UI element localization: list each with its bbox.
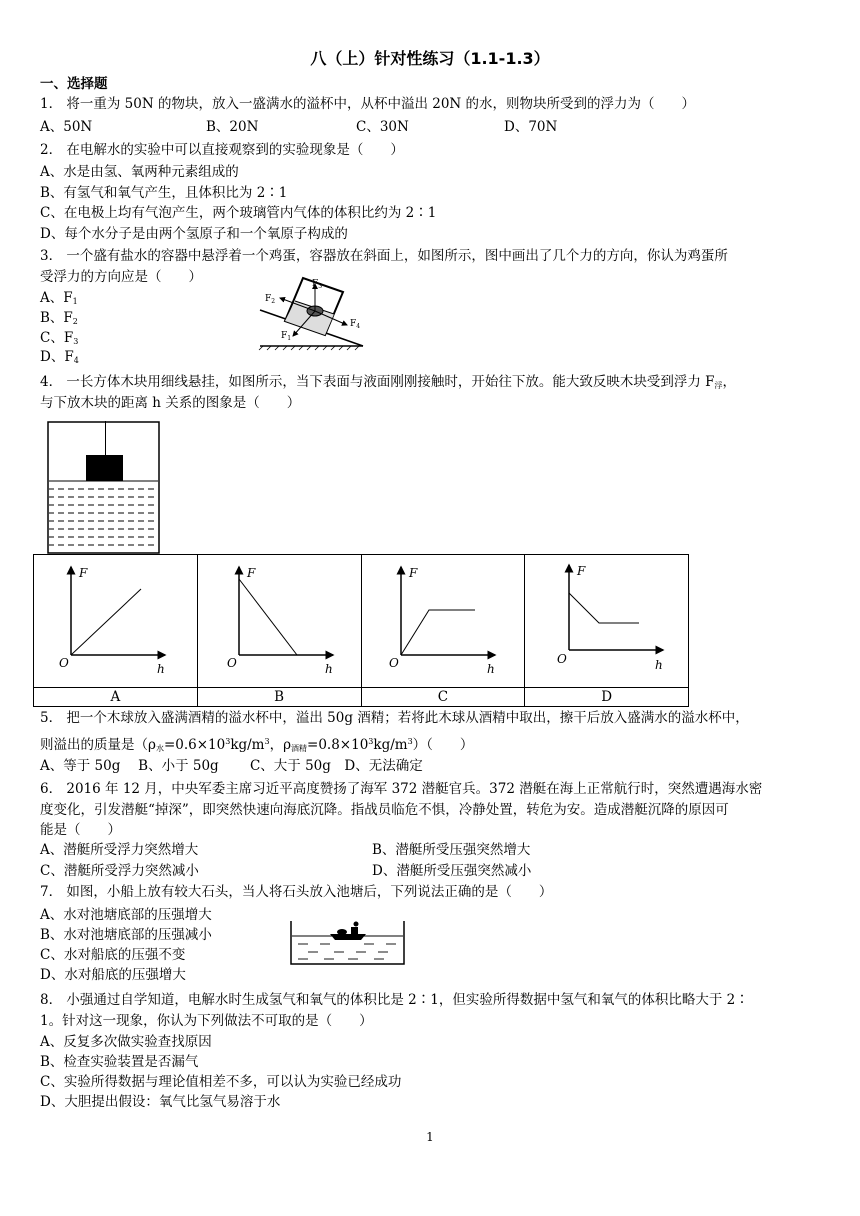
q2-stem: 2． 在电解水的实验中可以直接观察到的实验现象是（ ） [40,142,404,158]
axis-x-label: h [325,662,333,676]
q2-option-c[interactable]: C、在电极上均有气泡产生，两个玻璃管内气体的体积比约为 2∶1 [40,205,437,221]
q6-option-b[interactable]: B、潜艇所受压强突然增大 [372,842,531,858]
q5-stem-line2: 则溢出的质量是（$\rho_水=0.6\times 10^3kg/m^3$，$\rho_{酒精}=0.8\times 10^3kg/m^3$）（ ） [40,737,474,753]
q6-stem-line1: 6． 2016 年 12 月，中央军委主席习近平高度赞扬了海军 372 潜艇官兵。372 潜艇在海上正常航行时，突然遭遇海水密 [40,781,763,797]
q7-option-c[interactable]: C、水对船底的压强不变 [40,947,186,963]
graph-c[interactable] [361,555,525,688]
q2-option-b[interactable]: B、有氢气和氧气产生，且体积比为 2∶1 [40,185,288,201]
page-title: 八（上）针对性练习（1.1-1.3） [310,49,550,68]
q6-option-c[interactable]: C、潜艇所受浮力突然减小 [40,863,199,879]
graph-label-c: C [361,688,525,707]
q5-stem-line1: 5． 把一个木球放入盛满酒精的溢水杯中，溢出 50g 酒精；若将此木球从酒精中取出，擦干后放入盛满水的溢水杯中， [40,710,749,726]
q7-option-d[interactable]: D、水对船底的压强增大 [40,967,186,983]
page-number: 1 [426,1130,434,1144]
q3-option-d[interactable]: D、$F_4$ [40,349,79,365]
q5-options[interactable]: A、等于 50g B、小于 50g C、大于 50g D、无法确定 [40,758,423,774]
q1-option-c[interactable]: C、30N [356,119,409,135]
graph-a[interactable] [34,555,198,688]
axis-y-label: F [576,564,585,578]
q1-option-b[interactable]: B、20N [206,119,259,135]
origin-label: O [227,656,237,670]
q8-option-c[interactable]: C、实验所得数据与理论值相差不多，可以认为实验已经成功 [40,1074,402,1090]
origin-label: O [59,656,70,670]
origin-label: O [388,656,399,670]
graph-label-d: D [525,688,689,707]
q7-option-b[interactable]: B、水对池塘底部的压强减小 [40,927,212,943]
q3-stem-line1: 3． 一个盛有盐水的容器中悬浮着一个鸡蛋，容器放在斜面上，如图所示，图中画出了几个力的方向，你认为鸡蛋所 [40,248,728,264]
block-container-figure [47,421,162,556]
fig-label-f1: $F_1$ [281,331,292,342]
section-heading: 一、选择题 [40,76,108,92]
q6-option-d[interactable]: D、潜艇所受压强突然减小 [372,863,532,879]
q6-stem-line3: 能是（ ） [40,822,121,838]
egg-incline-figure [255,270,375,352]
q1-option-d[interactable]: D、70N [504,119,558,135]
fig-label-f3: $F_3$ [312,279,323,290]
axis-y-label: F [79,566,88,580]
axis-x-label: h [654,658,663,672]
q7-option-a[interactable]: A、水对池塘底部的压强增大 [40,907,212,923]
origin-label: O [556,652,567,666]
graph-b[interactable] [197,555,361,688]
q2-option-a[interactable]: A、水是由氢、氧两种元素组成的 [40,164,239,180]
q6-option-a[interactable]: A、潜艇所受浮力突然增大 [40,842,199,858]
q8-stem-line2: 1。针对这一现象，你认为下列做法不可取的是（ ） [40,1013,373,1029]
q3-stem-line2: 受浮力的方向应是（ ） [40,269,202,285]
q8-option-b[interactable]: B、检查实验装置是否漏气 [40,1054,199,1070]
q4-graph-table [33,554,689,707]
graph-label-a: A [34,688,198,707]
fig-label-f4: $F_4$ [350,319,361,330]
q1-option-a[interactable]: A、50N [40,119,93,135]
axis-x-label: h [157,662,166,676]
graph-label-b: B [197,688,361,707]
q8-option-d[interactable]: D、大胆提出假设：氧气比氢气易溶于水 [40,1094,281,1110]
q8-option-a[interactable]: A、反复多次做实验查找原因 [40,1034,212,1050]
q4-stem-line2: 与下放木块的距离 h 关系的图象是（ ） [40,395,301,411]
axis-x-label: h [486,662,495,676]
q7-stem: 7． 如图，小船上放有较大石头，当人将石头放入池塘后，下列说法正确的是（ ） [40,884,553,900]
q3-option-a[interactable]: A、$F_1$ [40,290,78,306]
q6-stem-line2: 度变化，引发潜艇“掉深”，即突然快速向海底沉降。指战员临危不惧，冷静处置，转危为安。造成潜艇沉降的原因可 [40,802,729,818]
q8-stem-line1: 8． 小强通过自学知道，电解水时生成氢气和氧气的体积比是 2∶1，但实验所得数据中氢气和氧气的体积比略大于 2∶ [40,992,749,1008]
axis-y-label: F [408,566,418,580]
q2-option-d[interactable]: D、每个水分子是由两个氢原子和一个氧原子构成的 [40,226,348,242]
q4-stem-line1: 4． 一长方体木块用细线悬挂，如图所示，当下表面与液面刚刚接触时，开始往下放。能大致反映木块受到浮力 $F_浮$， [40,374,737,390]
graph-d[interactable] [525,555,689,688]
axis-y-label: F [247,566,256,580]
q3-option-b[interactable]: B、$F_2$ [40,310,78,326]
boat-pond-figure [290,916,405,966]
fig-label-f2: $F_2$ [265,294,276,305]
q3-option-c[interactable]: C、$F_3$ [40,330,79,346]
q1-stem: 1． 将一重为 50N 的物块，放入一盛满水的溢杯中，从杯中溢出 20N 的水，则物块所受到的浮力为（ ） [40,96,696,112]
